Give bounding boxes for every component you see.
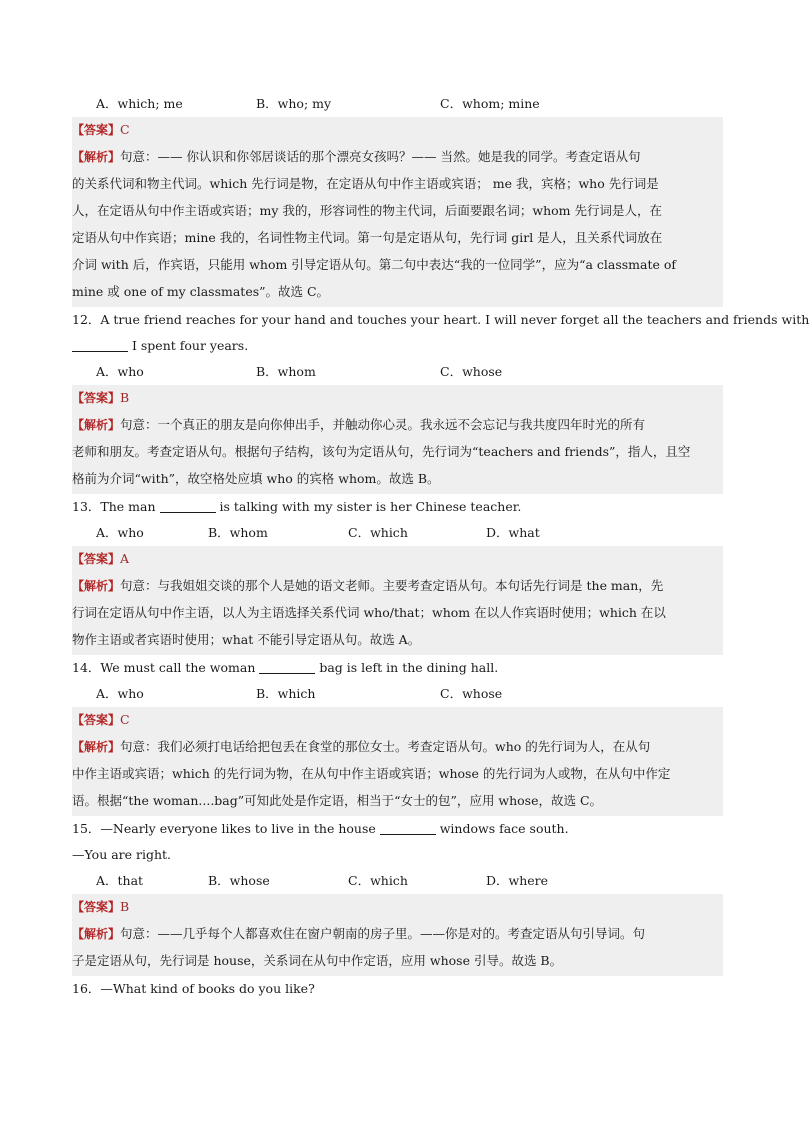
answer-value: C bbox=[120, 122, 130, 137]
q15-option-d: D．where bbox=[486, 873, 549, 888]
q13-option-c: C．which bbox=[348, 525, 408, 540]
answer-tag: 【答案】 bbox=[72, 900, 121, 914]
q11-answer bbox=[72, 117, 723, 143]
explanation-line: 中作主语或宾语；which 的先行词为物，在从句中作主语或宾语；whose 的先行词为人或物，在从句中作定 bbox=[72, 766, 671, 781]
q14-option-a: A．who bbox=[96, 686, 144, 701]
answer-value: B bbox=[120, 899, 130, 914]
q11-explanation bbox=[72, 143, 723, 307]
q15-option-b: B．whose bbox=[208, 873, 270, 888]
explanation-tag: 【解析】 bbox=[72, 740, 121, 754]
explanation-line: 格前为介词“with”，故空格处应填 who 的宾格 whom。故选 B。 bbox=[72, 471, 440, 486]
q14-explanation bbox=[72, 733, 723, 816]
explanation-line: 句意：——几乎每个人都喜欢住在窗户朝南的房子里。——你是对的。考查定语从句引导词。句 bbox=[120, 926, 646, 941]
q12-explanation bbox=[72, 411, 723, 494]
answer-value: C bbox=[120, 712, 130, 727]
q15-option-a: A．that bbox=[96, 873, 144, 888]
explanation-line: 句意：我们必须打电话给把包丢在食堂的那位女士。考查定语从句。who 的先行词为人，在从句 bbox=[120, 739, 651, 754]
q14-stem: 14．We must call the woman bag is left in the dining hall. bbox=[72, 660, 499, 675]
answer-blank bbox=[259, 659, 315, 674]
q12-stem-cont: I spent four years. bbox=[72, 333, 723, 359]
explanation-tag: 【解析】 bbox=[72, 579, 121, 593]
explanation-line: mine 或 one of my classmates”。故选 C。 bbox=[72, 284, 330, 299]
q15-option-c: C．which bbox=[348, 873, 408, 888]
explanation-line: 句意：—— 你认识和你邻居谈话的那个漂亮女孩吗？—— 当然。她是我的同学。考查定语从句 bbox=[120, 149, 641, 164]
q12-stem: 12．A true friend reaches for your hand and touches your heart. I will never forget all the teachers and friends with bbox=[72, 312, 809, 327]
explanation-tag: 【解析】 bbox=[72, 927, 121, 941]
q12-option-b: B．whom bbox=[256, 364, 316, 379]
q11-options bbox=[72, 91, 723, 117]
q15-options bbox=[72, 868, 723, 894]
q13-option-a: A．who bbox=[96, 525, 144, 540]
explanation-line: 老师和朋友。考查定语从句。根据句子结构，该句为定语从句，先行词为“teachers and friends”，指人，且空 bbox=[72, 444, 691, 459]
q13-explanation bbox=[72, 572, 723, 655]
q12-option-a: A．who bbox=[96, 364, 144, 379]
q15-explanation bbox=[72, 920, 723, 976]
answer-blank bbox=[380, 820, 436, 835]
explanation-line: 人，在定语从句中作主语或宾语；my 我的，形容词性的物主代词，后面要跟名词；whom 先行词是人，在 bbox=[72, 203, 662, 218]
document-content bbox=[72, 91, 809, 1002]
q15-stem-reply: —You are right. bbox=[72, 847, 172, 862]
explanation-line: 子是定语从句，先行词是 house，关系词在从句中作定语，应用 whose 引导。故选 B。 bbox=[72, 953, 563, 968]
answer-blank bbox=[72, 337, 128, 352]
explanation-line: 行词在定语从句中作主语，以人为主语选择关系代词 who/that；whom 在以人作宾语时使用；which 在以 bbox=[72, 605, 666, 620]
q13-stem: 13．The man is talking with my sister is her Chinese teacher. bbox=[72, 499, 522, 514]
answer-tag: 【答案】 bbox=[72, 123, 121, 137]
q12-answer bbox=[72, 385, 723, 411]
answer-tag: 【答案】 bbox=[72, 713, 121, 727]
explanation-line: 语。根据“the woman....bag”可知此处是作定语，相当于“女士的包”，应用 whose，故选 C。 bbox=[72, 793, 603, 808]
explanation-tag: 【解析】 bbox=[72, 418, 121, 432]
q12-options bbox=[72, 359, 723, 385]
q14-options bbox=[72, 681, 723, 707]
answer-tag: 【答案】 bbox=[72, 391, 121, 405]
q13-option-b: B．whom bbox=[208, 525, 268, 540]
q12-option-c: C．whose bbox=[440, 364, 503, 379]
q14-option-b: B．which bbox=[256, 686, 316, 701]
q13-options bbox=[72, 520, 723, 546]
answer-value: B bbox=[120, 390, 130, 405]
explanation-line: 的关系代词和物主代词。which 先行词是物，在定语从句中作主语或宾语； me 我，宾格；who 先行词是 bbox=[72, 176, 659, 191]
q16-stem: 16．—What kind of books do you like? bbox=[72, 981, 315, 996]
q13-option-d: D．what bbox=[486, 525, 540, 540]
q14-answer bbox=[72, 707, 723, 733]
q11-option-c: C．whom; mine bbox=[440, 96, 540, 111]
explanation-line: 介词 with 后，作宾语，只能用 whom 引导定语从句。第二句中表达“我的一位同学”，应为“a classmate of bbox=[72, 257, 677, 272]
answer-value: A bbox=[120, 551, 130, 566]
explanation-line: 定语从句中作宾语；mine 我的，名词性物主代词。第一句是定语从句，先行词 girl 是人，且关系代词放在 bbox=[72, 230, 663, 245]
answer-blank bbox=[160, 498, 216, 513]
explanation-tag: 【解析】 bbox=[72, 150, 121, 164]
answer-tag: 【答案】 bbox=[72, 552, 121, 566]
q14-option-c: C．whose bbox=[440, 686, 503, 701]
explanation-line: 物作主语或者宾语时使用；what 不能引导定语从句。故选 A。 bbox=[72, 632, 421, 647]
q15-answer bbox=[72, 894, 723, 920]
q15-stem: 15．—Nearly everyone likes to live in the house windows face south. bbox=[72, 821, 569, 836]
q11-option-a: A．which; me bbox=[96, 96, 183, 111]
explanation-line: 句意：一个真正的朋友是向你伸出手，并触动你心灵。我永远不会忘记与我共度四年时光的所有 bbox=[120, 417, 646, 432]
q13-answer bbox=[72, 546, 723, 572]
explanation-line: 句意：与我姐姐交谈的那个人是她的语文老师。主要考查定语从句。本句话先行词是 the man，先 bbox=[120, 578, 664, 593]
q11-option-b: B．who; my bbox=[256, 96, 332, 111]
